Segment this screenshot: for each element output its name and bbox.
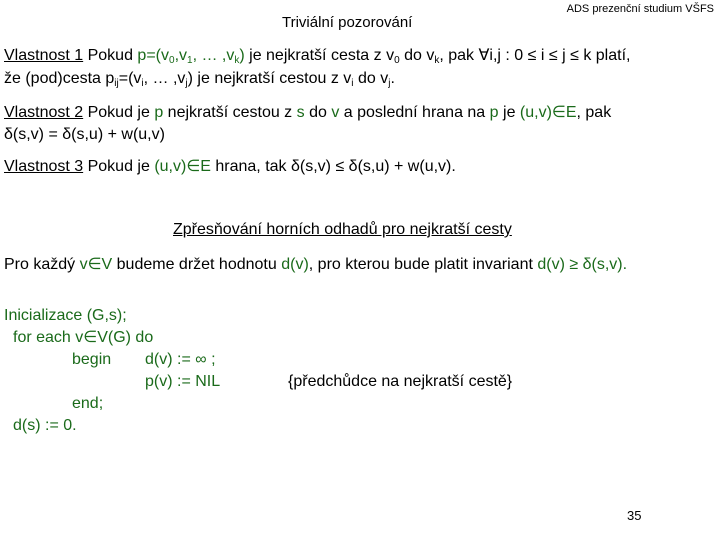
- code-begin: begin: [72, 351, 112, 368]
- code-end: end;: [72, 395, 104, 412]
- code-for-each: for each v∈V(G) do: [13, 329, 154, 346]
- property2-line1: Vlastnost 2 Pokud je p nejkratší cestou z s do v a poslední hrana na p je (u,v)∈E, pak: [4, 104, 612, 121]
- code-comment: {předchůdce na nejkratší cestě}: [288, 373, 513, 390]
- slide-title: Triviální pozorování: [282, 14, 413, 31]
- page-number: 35: [627, 508, 642, 523]
- property1-line2: že (pod)cesta $p_{ij}=(v_i$, … $,v_j$) je nejkratší cestou z $v_i$ do $v_j$.: [4, 70, 395, 89]
- path-notation: $p=(v_0,v_1$, … $,v_k$): [137, 47, 245, 66]
- section-title: Zpřesňování horních odhadů pro nejkratší cesty: [173, 221, 512, 238]
- code-init-d: d(v) := ∞ ;: [145, 351, 216, 368]
- invariant-line: Pro každý v∈V budeme držet hodnotu d(v), pro kterou bude platit invariant d(v) ≥ δ(s,v).: [4, 256, 628, 273]
- property2-formula: δ(s,v) = δ(s,u) + w(u,v): [4, 126, 165, 143]
- property2-label: Vlastnost 2: [4, 104, 84, 121]
- code-init-p: p(v) := NIL: [145, 373, 221, 390]
- property1-label: Vlastnost 1: [4, 47, 84, 64]
- course-header: ADS prezenční studium VŠFS: [566, 3, 714, 15]
- property1-line1: Vlastnost 1 Pokud $p=(v_0,v_1$, … $,v_k$) je nejkratší cesta z $v_0$ do $v_k$, pak ∀i,j : 0 ≤ i ≤ j ≤ k platí,: [4, 47, 631, 66]
- property3-line: Vlastnost 3 Pokud je (u,v)∈E hrana, tak δ(s,v) ≤ δ(s,u) + w(u,v).: [4, 158, 456, 175]
- code-init: Inicializace (G,s);: [4, 307, 127, 324]
- property3-label: Vlastnost 3: [4, 158, 84, 175]
- code-set-source: d(s) := 0.: [13, 417, 77, 434]
